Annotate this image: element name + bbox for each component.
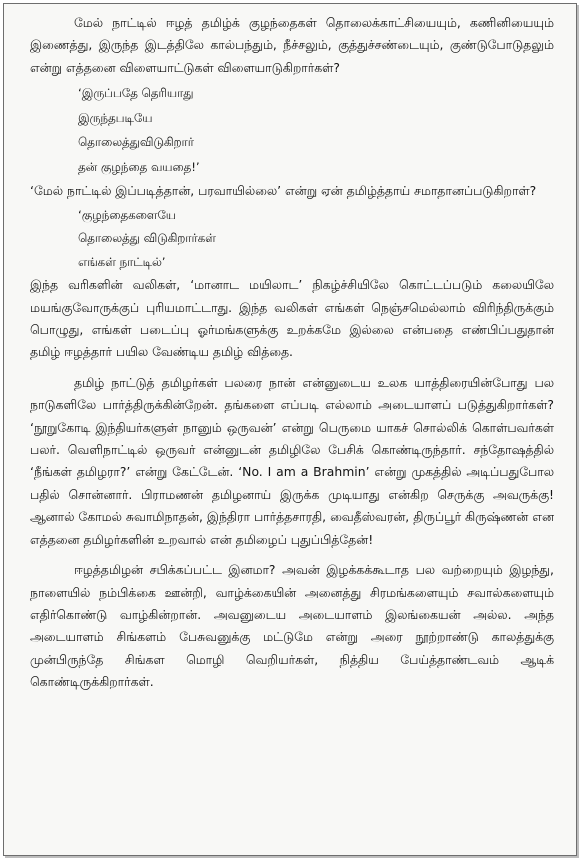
paragraph-2: ‘மேல் நாட்டில் இப்படித்தான், பரவாயில்லை’ என்று ஏன் தமிழ்த்தாய் சமாதானப்படுகிறாள்?: [30, 182, 537, 198]
paragraph-3: இந்த வரிகளின் வலிகள், ‘மானாட மயிலாட’ நிகழ்ச்சியிலே கொட்டப்படும் கலையிலே மயங்குவோருக்குப் புரியமாட்டாது. இந்த வலிகள் எங்கள் நெஞ்சமெல்லாம் விரிந்திருக்கும் பொழுது, எங்கள் படைப்பு ஓர்மங்களுக்கு உறக்கமே இல்லை என்பதை எண்பிப்பதுதான் தமிழ் ஈழத்தார் பயில வேண்டிய தமிழ் வித்தை.: [30, 277, 554, 360]
poem-line: இருந்தபடியே: [78, 110, 153, 125]
poem-line: தொலைத்துவிடுகிறார்: [78, 135, 194, 150]
poem-line: ‘குழந்தைகளையே: [78, 208, 176, 222]
poem-1: [78, 81, 554, 179]
page-content: [30, 12, 554, 694]
paragraph-5: ஈழத்தமிழன் சபிக்கப்பட்ட இனமா? அவன் இழக்கக்கூடாத பல வற்றையும் இழந்து, நாளையில் நம்பிக்கை ஊன்றி, வாழ்க்கையின் அனைத்து சிரமங்களையும் சவால்களையும் எதிர்கொண்டு வாழ்கின்றான். அவனுடைய அடையாளம் இலங்கையன் அல்ல. அந்த அடையாளம் சிங்களம் பேசுவனுக்கு மட்டுமே என்று அரை நூற்றாண்டு காலத்துக்கு முன்பிருந்தே சிங்கள மொழி வெறியர்கள், நித்திய பேய்த்தாண்டவம் ஆடிக் கொண்டிருக்கிறார்கள்.: [30, 562, 554, 690]
paragraph-gap: [30, 551, 554, 559]
paragraph-gap: [30, 364, 554, 372]
poem-line: தொலைத்து விடுகிறார்கள்: [78, 231, 216, 246]
paragraph-1: மேல் நாட்டில் ஈழத் தமிழ்க் குழந்தைகள் தொலைக்காட்சியையும், கணினியையும் இணைத்து, இருந்த இடத்திலே கால்பந்தும், நீச்சலும், குத்துச்சண்டையும், குண்டுபோடுதலும் என்று எத்தனை விளையாட்டுகள் விளையாடுகிறார்கள்?: [30, 15, 554, 75]
poem-line: ‘இருப்பதே தெரியாது: [78, 86, 194, 101]
book-page: [3, 3, 577, 856]
poem-2: [78, 204, 554, 274]
poem-line: தன் குழந்தை வயதை!’: [78, 160, 200, 174]
poem-line: எங்கள் நாட்டில்’: [78, 254, 166, 269]
paragraph-4: தமிழ் நாட்டுத் தமிழர்கள் பலரை நான் என்னுடைய உலக யாத்திரையின்போது பல நாடுகளிலே பார்த்திருக்கின்றேன். தங்களை எப்படி எல்லாம் அடையாளப் படுத்துகிறார்கள்? ‘நூறுகோடி இந்தியர்களுள் நானும் ஒருவன்’ என்று பெருமை யாகச் சொல்லிக் கொள்பவர்கள் பலர். வெளிநாட்டில் ஒருவர் என்னுடன் தமிழிலே பேசிக் கொண்டிருந்தார். சந்தோஷத்தில் ‘நீங்கள் தமிழரா?’ என்று கேட்டேன். ‘No. I am a Brahmin’ என்று முகத்தில் அடிப்பதுபோல பதில் சொன்னார். பிராமணன் தமிழனாய் இருக்க முடியாது என்கிற செருக்கு அவருக்கு! ஆனால் கோமல் சுவாமிநாதன், இந்திரா பார்த்தசாரதி, வைதீஸ்வரன், திருப்பூர் கிருஷ்ணன் என எத்தனை தமிழர்களின் உறவால் என் தமிழைப் புதுப்பித்தேன்!: [30, 374, 554, 547]
